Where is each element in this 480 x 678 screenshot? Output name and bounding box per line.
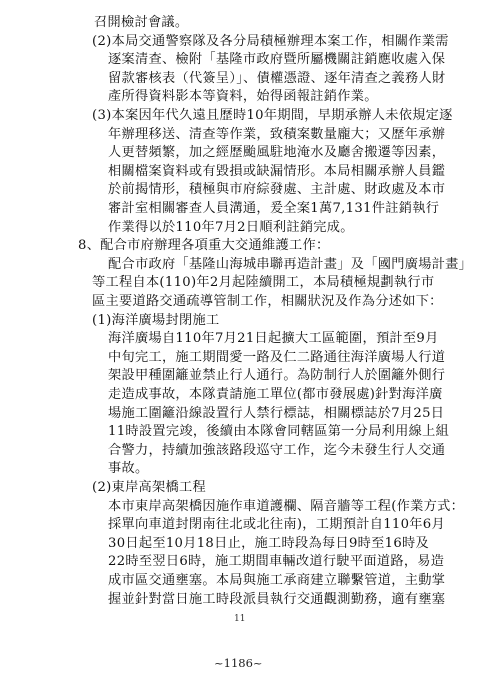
text-line: 審計室相關審查人員溝通，爰全案1萬7,131件註銷執行 <box>108 201 440 216</box>
text-line: 場施工圍籬沿線設置行人禁行標誌，相關標誌於7月25日 <box>108 405 445 421</box>
text-line: 年辦理移送、清查等作業，致積案數量龐大；又歷年承辦 <box>108 126 446 142</box>
text-line: 海洋廣場自110年7月21日起擴大工區範圍，預計至9月 <box>108 331 439 347</box>
global-page-number: ~1186~ <box>214 656 263 670</box>
section-heading: 8、配合市府辦理各項重大交通維護工作： <box>78 238 330 254</box>
text-line: 於前揭情形，積極與市府綜發處、主計處、財政處及本市 <box>108 182 446 198</box>
text-line: 架設甲種圍籬並禁止行人通行。為防制行人於圍籬外側行 <box>108 368 446 384</box>
text-line: 相關檔案資料或有毀損或缺漏情形。本局相關承辦人員鑑 <box>108 163 446 179</box>
text-line: 作業得以於110年7月2日順利註銷完成。 <box>108 219 354 235</box>
subsection-heading: (2)東岸高架橋工程 <box>92 480 206 495</box>
text-line: 等工程自本(110)年2月起陸續開工，本局積極規劃執行市 <box>92 275 435 291</box>
text-line: 成市區交通壅塞。本局與施工承商建立聯繫管道，主動掌 <box>108 573 446 588</box>
text-line: 採單向車道封閉南往北或北往南)，工期預計自110年6月 <box>108 517 445 533</box>
text-line: 逐案清查、檢附「基隆市政府暨所屬機關註銷應收處入保 <box>108 52 446 68</box>
text-line: 合警力，持續加強該路段巡守工作，迄今未發生行人交通 <box>108 442 446 458</box>
text-line: 召開檢討會議。 <box>94 15 189 30</box>
text-line: 走造成事故，本隊責請施工單位(都市發展處)針對海洋廣 <box>108 387 443 402</box>
text-line: 事故。 <box>108 461 149 477</box>
text-line: 11時設置完竣，後續由本隊會同轄區第一分局利用線上組 <box>108 424 450 440</box>
text-line: 本市東岸高架橋因施作車道護欄、隔音牆等工程(作業方式： <box>108 498 465 514</box>
text-line: 22時至翌日6時，施工期間車輛改道行駛平面道路，易造 <box>108 554 445 570</box>
text-line: 留款審核表（代簽呈）」、債權憑證、逐年清查之義務人財 <box>108 70 446 86</box>
text-line: 30日起至10月18日止，施工時段為每日9時至16時及 <box>108 535 429 551</box>
page-number: 11 <box>234 614 246 624</box>
text-line: 中旬完工，施工期間愛一路及仁二路通往海洋廣場人行道 <box>108 349 446 365</box>
subsection-heading: (1)海洋廣場封閉施工 <box>92 312 220 328</box>
text-line: 區主要道路交通疏導管制工作，相關狀況及作為分述如下： <box>92 294 443 309</box>
text-line: 人更替頻繁，加之經歷颱風駐地淹水及廳舍搬遷等因素， <box>108 145 446 161</box>
text-line: 握並針對當日施工時段派員執行交通觀測勤務，適有壅塞 <box>108 591 446 607</box>
text-line: (2)本局交通警察隊及各分局積極辦理本案工作，相關作業需 <box>92 33 449 49</box>
text-line: 產所得資料影本等資料，始得函報註銷作業。 <box>108 89 378 105</box>
text-line: 配合市政府「基隆山海城串聯再造計畫」及「國門廣場計畫」 <box>108 256 473 272</box>
text-line: (3)本案因年代久遠且歷時10年期間，早期承辦人未依規定逐 <box>92 108 453 123</box>
